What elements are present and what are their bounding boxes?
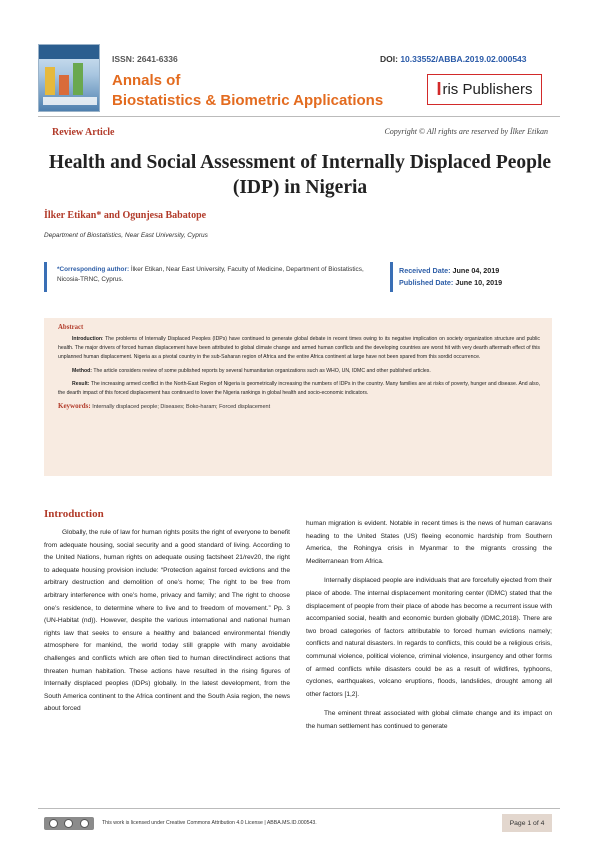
abstract-result-text: The increasing armed conflict in the North-East Region of Nigeria is geometrically increasing the numbers of IDPs in the country. Many families are at risks of poverty, hunger and disease. And also, the dearth impact of this forced displacement has continued to lower the Nigeria rankings in global health and socio-economic indicators.	[58, 380, 540, 397]
abstract-introduction	[58, 335, 540, 363]
doi[interactable]	[380, 54, 527, 64]
received-label: Received Date:	[399, 266, 451, 275]
footer	[44, 814, 552, 832]
doi-link[interactable]: 10.33552/ABBA.2019.02.000543	[400, 54, 527, 64]
left-paragraph-1: Globally, the rule of law for human rights posits the right of everyone to benefit from adequate housing, social security and a good standard of living. According to the United Nations, human rights on adequate ousing factsheet 21/rev20, the right to adequate housing provision include: “Protection against forced evictions and the arbitrary destruction and demolition of one’s home; The right to be free from arbitrary interference with one’s home, privacy and family; and The right to choose one’s residence, to determine where to live and to freedom of movement.” Pp. 3 (UN-Habitat (nd)). However, despite the various international and national human rights law that seeks to ensure a healthy and balanced environmental friendly atmosphere for mankind, the world today still grapple with many avoidable challenges and conflicts which are often tied to human direct/indirect actions that threaten human habitation. These actions have resulted in the rising figures of Internally displaced peoples (IDPs) globally. In the latest development, from the South America continent to the Africa continent and the South Asia region, the news about forced	[44, 529, 290, 713]
issn: ISSN: 2641-6336	[112, 54, 178, 64]
abstract-intro-text: : The problems of Internally Displaced Peoples (IDPs) have continued to generate global debate in recent times owing to its negative implication on society organization structure and public health. The major drivers of forced human displacement have been attributed to global climate change and armed human conflicts and the developing countries are worst hit with very dearth aftermath effect of this unplanned human displacement. Nigeria as a pivotal country in the sub-Saharan region of Africa and the entire Africa continent at large have not been spared from this sordid occurrence.	[58, 336, 540, 361]
published-date: June 10, 2019	[455, 278, 503, 287]
right-paragraph-1: Internally displaced people are individuals that are forcefully ejected from their place of abode. The internal displacement monitoring center (IDMC) stated that the displacement of people from their place of abode has become a recurrent issue with accompanied social, health and economic burden globally (IDMC,2018). There are two broad categories of factors attributable to forced human evictions namely; conflicts and natural disasters. In regards to conflicts, this could be a religious crisis, communal violence, political violence, criminal violence, insurgency and other forms of armed conflicts while disasters could be as a result of wildfires, typhoons, cyclones, earthquakes, volcano eruptions, floods, landslides, drought among all other factors [1,2].	[306, 577, 552, 698]
authors[interactable]: İlker Etikan* and Ogunjesa Babatope	[44, 210, 207, 221]
corresponding-author-box	[44, 262, 378, 292]
page-number: Page 1 of 4	[502, 814, 552, 832]
doi-label: DOI:	[380, 54, 398, 64]
abstract-box	[44, 318, 552, 476]
abstract-intro-label: Introduction	[72, 336, 102, 342]
keywords-text: Internally displaced people; Diseases; Boko-haram; Forced displacement	[90, 404, 271, 411]
corresponding-text: İlker Etikan, Near East University, Faculty of Medicine, Department of Biostatistics, Nicosia-TRNC, Cyprus.	[57, 266, 364, 283]
abstract-result	[58, 380, 540, 398]
journal-title-line1: Annals of	[112, 72, 181, 89]
keywords-label: Keywords:	[58, 402, 91, 411]
abstract-result-label: Result:	[72, 380, 90, 387]
creative-commons-icon[interactable]	[44, 817, 94, 830]
journal-title-line2: Biostatistics & Biometric Applications	[112, 92, 384, 109]
publisher-logo-text: ris Publishers	[442, 81, 533, 98]
publisher-logo	[427, 74, 542, 105]
corresponding-label: *Corresponding author:	[57, 266, 130, 273]
header-divider	[38, 116, 560, 117]
right-paragraph-2: The eminent threat associated with global climate change and its impact on the human settlement has continued to generate	[306, 710, 552, 730]
abstract-heading: Abstract	[58, 324, 84, 331]
keywords	[58, 402, 540, 410]
publisher-logo-initial: I	[436, 79, 442, 99]
article-type: Review Article	[52, 127, 115, 138]
published-label: Published Date:	[399, 278, 454, 287]
abstract-method-text: The article considers review of some published reports by several humanitarian organizations such as WHO, UN, IDMC and other published articles.	[92, 367, 431, 374]
copyright: Copyright © All rights are reserved by İlker Etikan	[384, 127, 548, 136]
abstract-method	[58, 367, 540, 376]
article-title: Health and Social Assessment of Internally Displaced People (IDP) in Nigeria	[48, 152, 552, 198]
right-paragraph-0: human migration is evident. Notable in recent times is the news of human caravans heading to the United States (US) fleeing economic hardship from Southern America, the Rohingya crisis in Myanmar to the migrants crossing the Mediterranean from Africa.	[306, 520, 552, 565]
license-text: This work is licensed under Creative Commons Attribution 4.0 License | ABBA.MS.ID.000543.	[102, 820, 317, 826]
left-column	[44, 527, 290, 723]
abstract-method-label: Method:	[72, 367, 92, 374]
journal-cover-logo	[38, 44, 100, 112]
received-date: June 04, 2019	[452, 266, 500, 275]
right-column	[306, 518, 552, 741]
affiliation: Department of Biostatistics, Near East University, Cyprus	[44, 232, 208, 239]
footer-divider	[38, 808, 560, 809]
dates-box	[390, 262, 550, 292]
introduction-heading: Introduction	[44, 508, 104, 520]
